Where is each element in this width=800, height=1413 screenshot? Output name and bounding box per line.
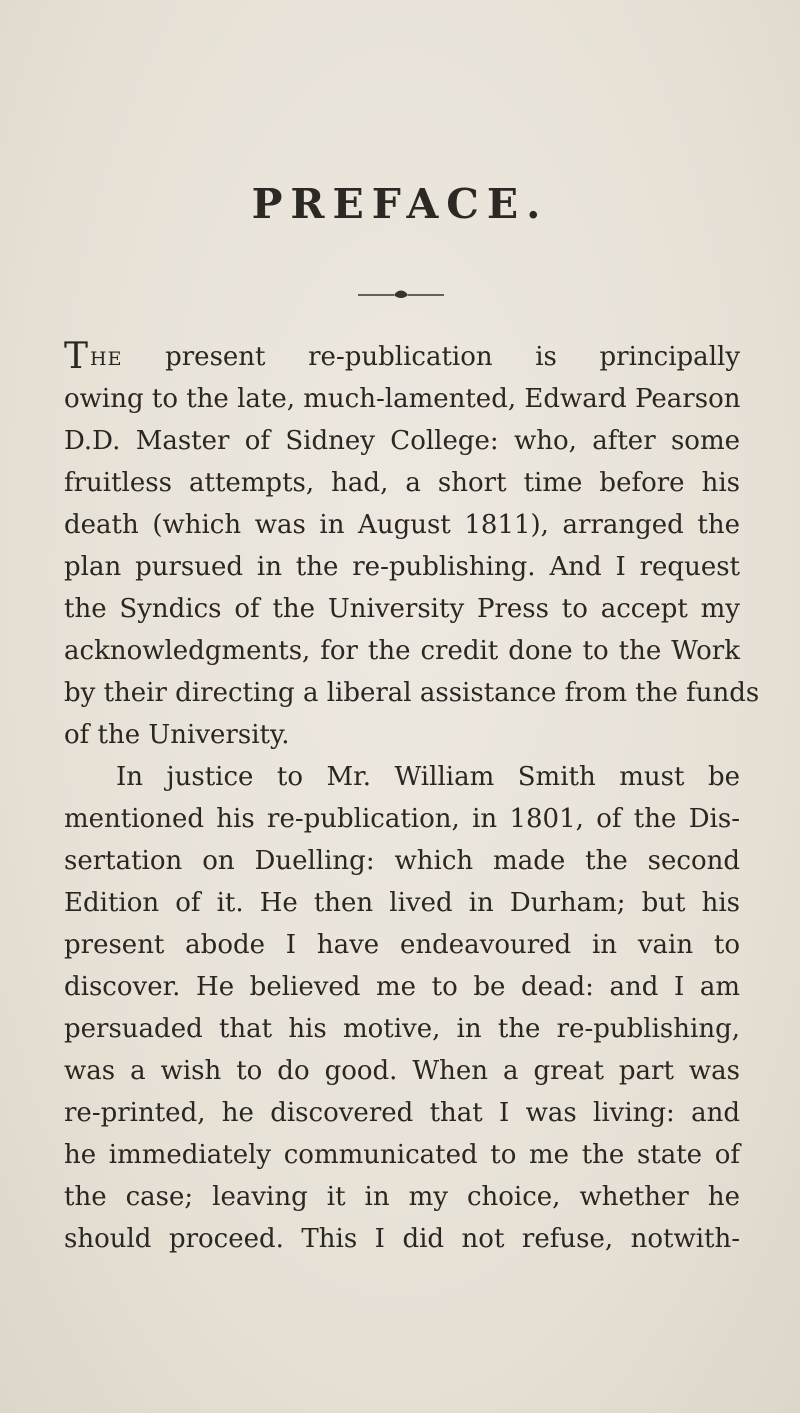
text-line-1 xyxy=(64,336,740,378)
text-line-14: Edition of it. He then lived in Durham; but his xyxy=(64,888,740,918)
text-line-7: the Syndics of the University Press to accept my xyxy=(64,594,740,624)
text-line-19: re-printed, he discovered that I was living: and xyxy=(64,1098,740,1128)
drop-cap: T xyxy=(64,336,89,377)
first-word-small-caps: HE xyxy=(90,348,123,370)
text-line-13: sertation on Duelling: which made the second xyxy=(64,846,740,876)
text-line-4: fruitless attempts, had, a short time before his xyxy=(64,468,740,498)
text-line-16: discover. He believed me to be dead: and I am xyxy=(64,972,740,1002)
text-line-1-body: present re-publication is principally xyxy=(165,342,741,372)
text-line-10: of the University. xyxy=(64,720,290,750)
page-title: PREFACE. xyxy=(251,180,549,228)
text-line-15: present abode I have endeavoured in vain to xyxy=(64,930,740,960)
text-line-9: by their directing a liberal assistance from the funds xyxy=(64,678,760,708)
text-line-18: was a wish to do good. When a great part was xyxy=(64,1056,740,1086)
text-line-17: persuaded that his motive, in the re-publishing, xyxy=(64,1014,740,1044)
text-line-21: the case; leaving it in my choice, whether he xyxy=(64,1182,740,1212)
text-line-3: D.D. Master of Sidney College: who, after some xyxy=(64,426,740,456)
text-line-12: mentioned his re-publication, in 1801, of the Dis- xyxy=(64,804,740,834)
text-line-11: In justice to Mr. William Smith must be xyxy=(116,762,740,792)
title-ornament-divider xyxy=(356,287,446,301)
text-line-20: he immediately communicated to me the state of xyxy=(64,1140,740,1170)
text-line-8: acknowledgments, for the credit done to the Work xyxy=(64,636,740,666)
text-line-2: owing to the late, much-lamented, Edward Pearson xyxy=(64,384,741,414)
text-line-22: should proceed. This I did not refuse, notwith- xyxy=(64,1224,740,1254)
text-line-5: death (which was in August 1811), arranged the xyxy=(64,510,740,540)
first-word xyxy=(64,336,123,377)
text-line-6: plan pursued in the re-publishing. And I request xyxy=(64,552,740,582)
